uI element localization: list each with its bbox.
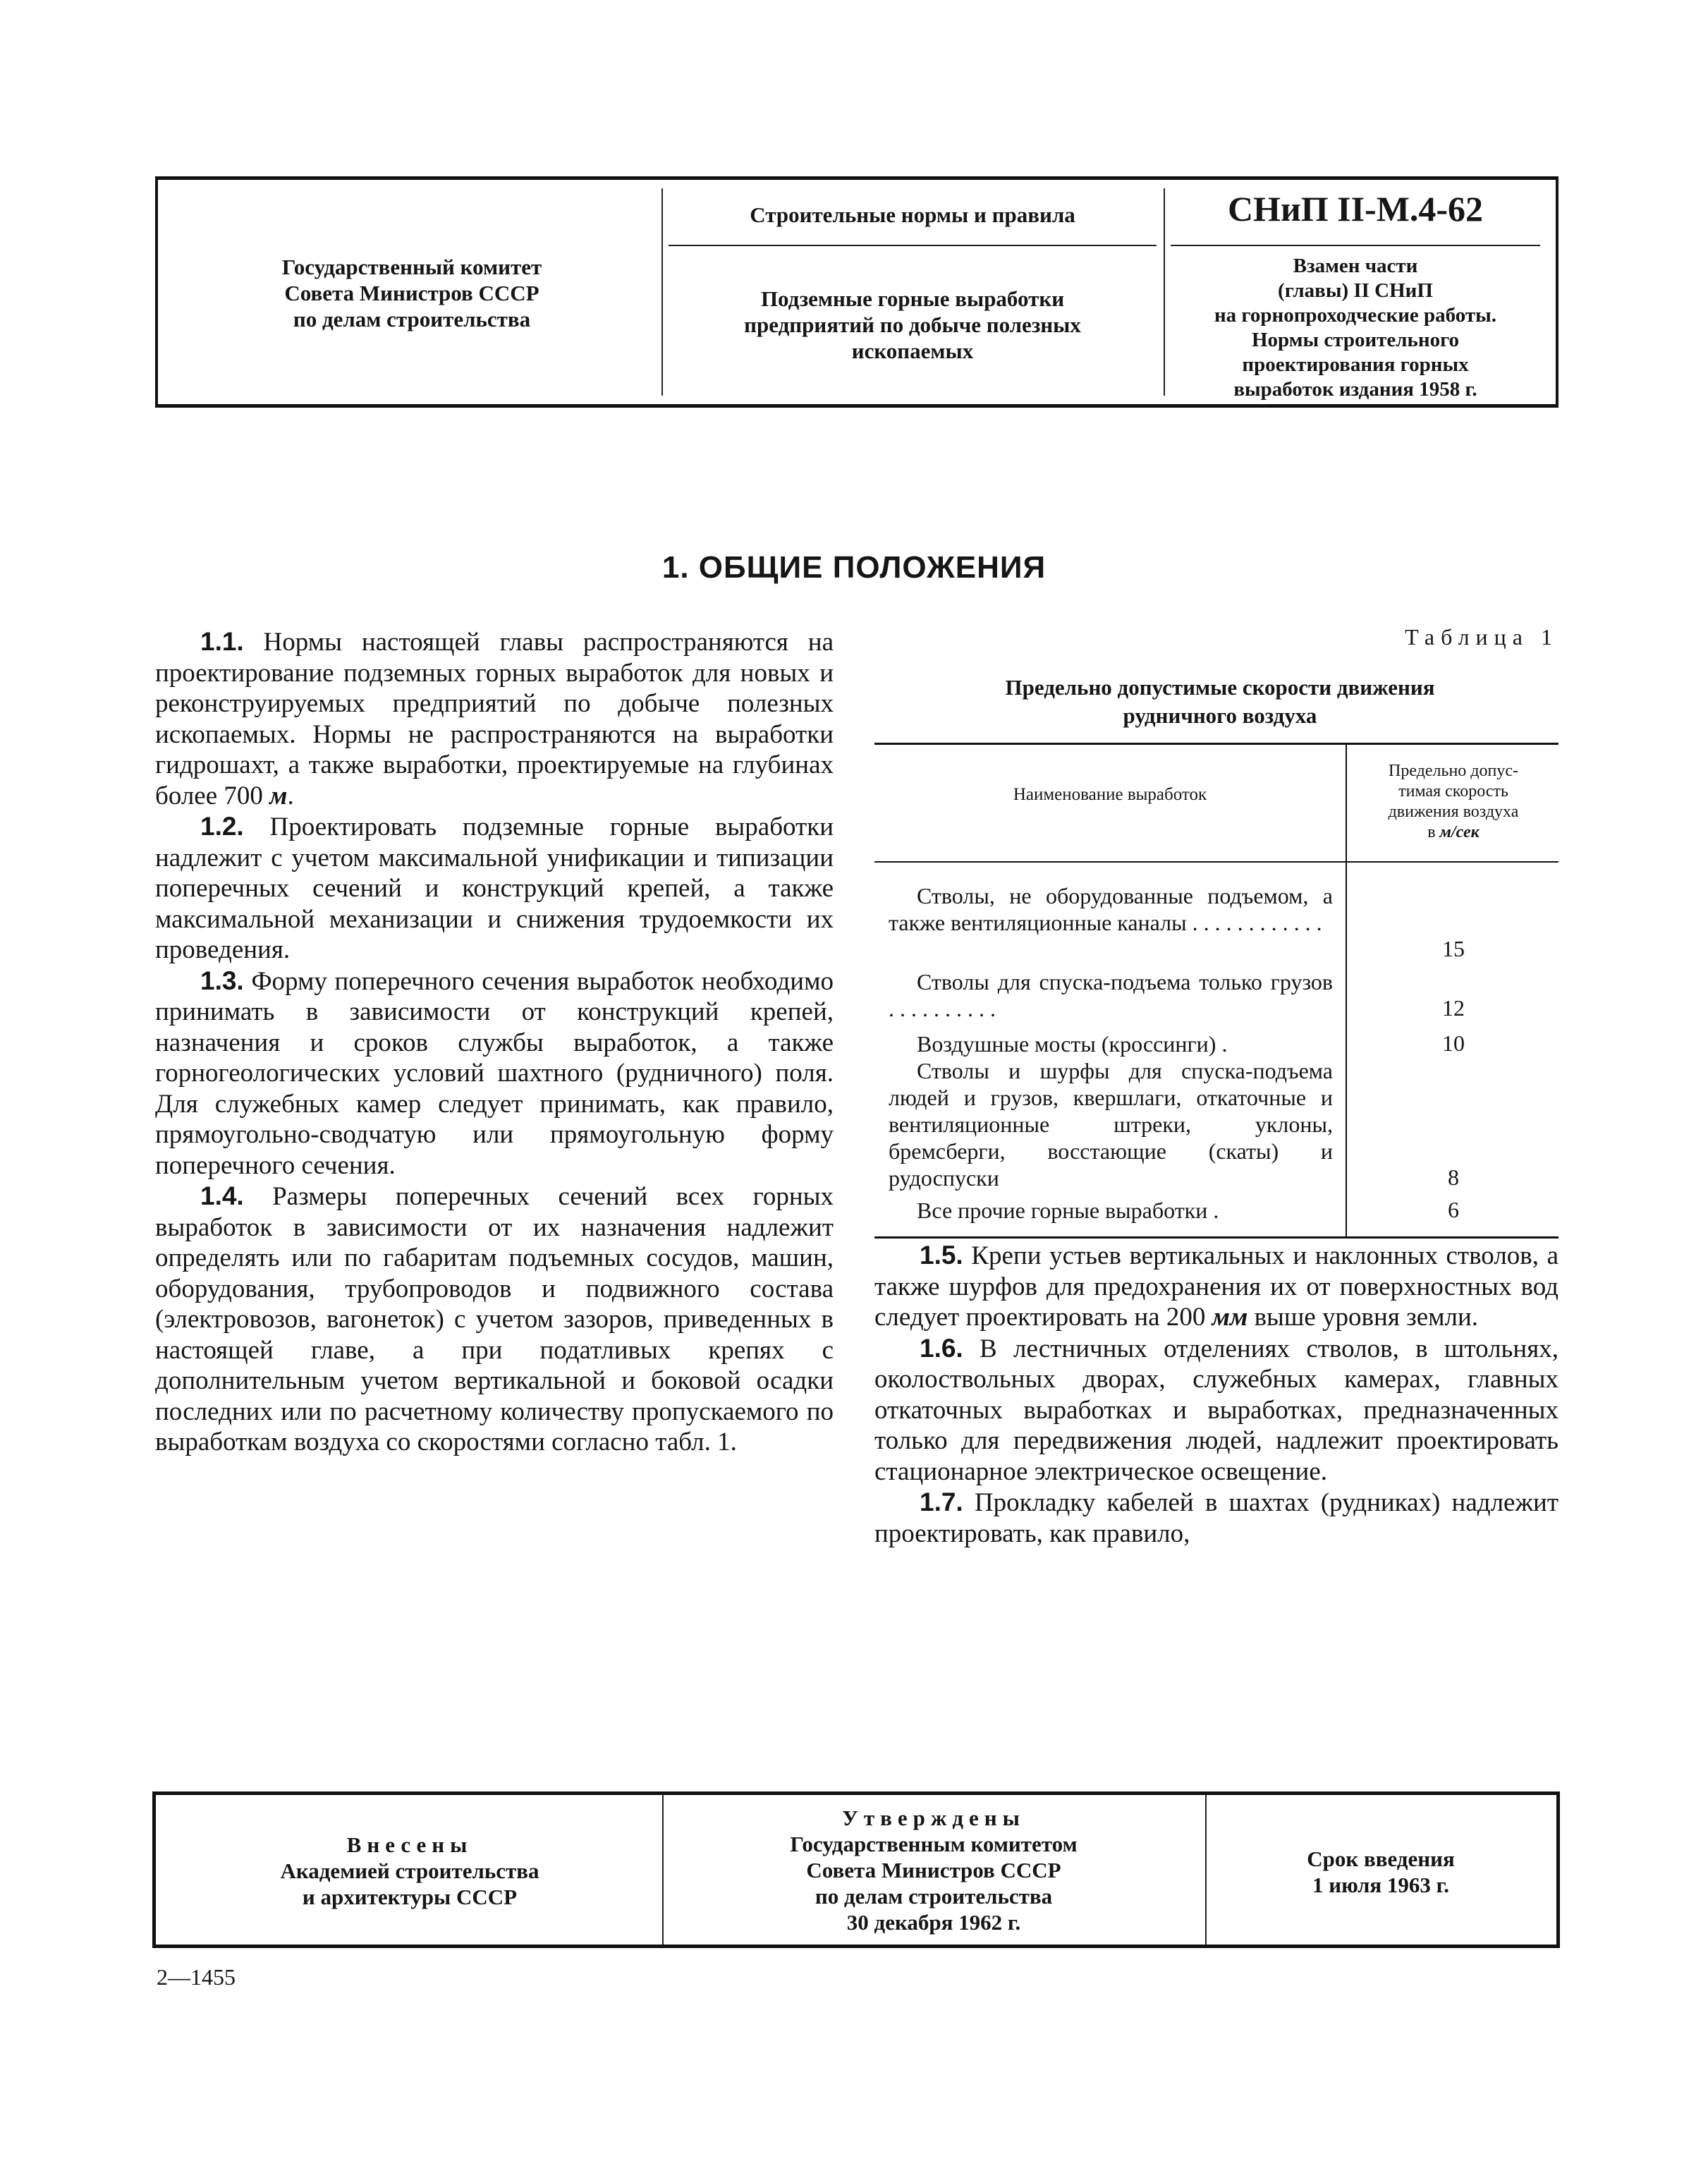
page-code: 2—1455 bbox=[157, 1964, 236, 1990]
effective-line: Срок введения bbox=[1307, 1846, 1455, 1871]
footer-divider bbox=[1205, 1795, 1207, 1945]
replaces-line: Нормы строительного bbox=[1251, 329, 1460, 351]
table-rule bbox=[874, 861, 1558, 863]
effective-line: 1 июля 1963 г. bbox=[1312, 1873, 1450, 1897]
table-title-line: рудничного воздуха bbox=[1123, 703, 1317, 728]
header-word: в bbox=[1427, 823, 1436, 841]
clause-tail: . bbox=[287, 781, 294, 810]
column-header-speed bbox=[1348, 761, 1558, 843]
clause-text: Нормы настоящей главы распространяются на проектирование подземных горных выработок для новых и реконструируемых предприятий по добыче полезных ископаемых. Нормы не распространяются на выработки гидрошахт, а также выработки, проектируемые на глубинах более 700 bbox=[155, 628, 834, 810]
replaces-line: проектирования горных bbox=[1242, 353, 1469, 376]
table-row-name bbox=[889, 882, 1333, 936]
approved-line: Государственным комитетом bbox=[790, 1832, 1078, 1856]
clause-text: Прокладку кабелей в шахтах (рудниках) надлежит проектировать, как правило, bbox=[874, 1488, 1558, 1548]
unit: м/сек bbox=[1439, 823, 1480, 841]
clause-tail: выше уровня земли. bbox=[1248, 1303, 1479, 1332]
clause-number: 1.3. bbox=[200, 966, 244, 995]
approved-line: по делам строительства bbox=[815, 1884, 1053, 1909]
introduced-by bbox=[163, 1832, 657, 1910]
table-rule bbox=[874, 1236, 1558, 1239]
footer-divider bbox=[662, 1795, 664, 1945]
speed-table bbox=[874, 743, 1558, 1236]
issuer bbox=[172, 254, 652, 332]
clause-text: Размеры поперечных сечений всех горных выработок в зависимости от их назначения надлежит определять или по габаритам подъемных сосудов, машин, оборудования, трубопроводов и подвижного состава (электровозов, вагонеток) с учетом зазоров, приведенных в настоящей главе, а при податливых крепях с дополнительным учетом вертикальной и боковой осадки последних или по расчетному количеству пропускаемого по выработкам воздуха со скоростями согласно табл. 1. bbox=[155, 1182, 834, 1456]
introduced-line: и архитектуры СССР bbox=[302, 1885, 518, 1909]
issuer-line: Совета Министров СССР bbox=[284, 281, 539, 305]
introduced-line: Академией строительства bbox=[280, 1858, 539, 1883]
doc-code: СНиП II-М.4-62 bbox=[1227, 189, 1484, 229]
right-column bbox=[874, 1240, 1558, 1549]
replaces-line: на горнопроходческие работы. bbox=[1214, 304, 1497, 327]
paragraph-1-4 bbox=[155, 1181, 834, 1458]
left-column bbox=[155, 626, 834, 1458]
subject-line: ископаемых bbox=[851, 339, 974, 363]
column-header-name: Наименование выработок bbox=[1013, 785, 1207, 804]
table-row-value: 8 bbox=[1448, 1164, 1459, 1190]
approved-line: Совета Министров СССР bbox=[806, 1858, 1061, 1882]
unit: мм bbox=[1212, 1303, 1248, 1332]
table-divider bbox=[1346, 743, 1347, 1236]
paragraph-1-5 bbox=[874, 1240, 1558, 1333]
header-rule bbox=[669, 245, 1157, 246]
table-row-name bbox=[889, 1030, 1333, 1057]
table-row-name bbox=[889, 1057, 1333, 1191]
table-rule bbox=[874, 743, 1558, 745]
replaces-line: Взамен части bbox=[1293, 255, 1418, 277]
subject-line: Подземные горные выработки bbox=[760, 286, 1065, 311]
header-rule bbox=[1171, 245, 1540, 246]
subject-line: предприятий по добыче полезных bbox=[744, 312, 1081, 337]
issuer-line: по делам строительства bbox=[293, 307, 531, 331]
table-row-value: 15 bbox=[1442, 936, 1465, 961]
table-row-value: 12 bbox=[1442, 995, 1465, 1021]
introduced-label: Внесены bbox=[346, 1832, 473, 1857]
row-text: Воздушные мосты (кроссинги) . bbox=[917, 1031, 1228, 1057]
replaces-note bbox=[1171, 254, 1540, 402]
paragraph-1-2 bbox=[155, 811, 834, 966]
paragraph-1-7 bbox=[874, 1487, 1558, 1549]
table-label: Таблица 1 bbox=[1405, 624, 1558, 650]
header-line: движения воздуха bbox=[1388, 803, 1519, 821]
approved-line: 30 декабря 1962 г. bbox=[846, 1910, 1021, 1935]
effective-date bbox=[1208, 1846, 1554, 1898]
issuer-line: Государственный комитет bbox=[281, 255, 542, 279]
table-title bbox=[917, 674, 1523, 730]
table-row-value: 10 bbox=[1442, 1030, 1465, 1056]
table-row-value: 6 bbox=[1448, 1197, 1459, 1222]
row-text: Стволы, не оборудованные подъемом, а также вентиляционные каналы . . . . . . . . . . . . bbox=[889, 883, 1333, 935]
row-text: Все прочие горные выработки . bbox=[917, 1198, 1219, 1223]
row-text: Стволы и шурфы для спуска-подъема людей и грузов, квершлаги, откаточные и вентиляционные штреки, уклоны, бремсберги, восстающие (скаты) и рудоспуски bbox=[889, 1058, 1333, 1191]
header-line: тимая скорость bbox=[1398, 782, 1508, 801]
doc-subject bbox=[669, 286, 1157, 364]
paragraph-1-6 bbox=[874, 1333, 1558, 1487]
clause-text: В лестничных отделениях стволов, в штольнях, околоствольных дворах, служебных камерах, главных откаточных выработках и выработках, предназначенных только для передвижения людей, надлежит проектировать стационарное электрическое освещение. bbox=[874, 1334, 1558, 1486]
unit: м bbox=[269, 781, 288, 810]
table-row-name bbox=[889, 1197, 1333, 1224]
header-divider bbox=[1164, 188, 1165, 396]
approved-by bbox=[665, 1805, 1202, 1935]
table-row-name bbox=[889, 968, 1333, 1022]
header-divider bbox=[661, 188, 663, 396]
table-title-line: Предельно допустимые скорости движения bbox=[1005, 675, 1435, 700]
footer-box bbox=[152, 1791, 1560, 1948]
header-box bbox=[155, 176, 1558, 408]
clause-number: 1.6. bbox=[920, 1333, 963, 1363]
clause-text: Форму поперечного сечения выработок необходимо принимать в зависимости от конструкций крепей, назначения и сроков службы выработок, а также горногеологических условий шахтного (рудничного) поля. Для служебных камер следует принимать, как правило, прямоугольно-сводчатую или прямоугольную форму поперечного сечения. bbox=[155, 966, 834, 1180]
header-line: Предельно допус- bbox=[1389, 762, 1518, 780]
replaces-line: (главы) II СНиП bbox=[1278, 279, 1433, 302]
clause-text: Проектировать подземные горные выработки надлежит с учетом максимальной унификации и типизации поперечных сечений и конструкций крепей, а также максимальной механизации и снижения трудоемкости их проведения. bbox=[155, 813, 834, 964]
clause-number: 1.1. bbox=[200, 627, 244, 656]
doc-type: Строительные нормы и правила bbox=[750, 202, 1075, 227]
paragraph-1-3 bbox=[155, 966, 834, 1181]
clause-text: Крепи устьев вертикальных и наклонных стволов, а также шурфов для предохранения их от поверхностных вод следует проектировать на 200 bbox=[874, 1241, 1558, 1332]
clause-number: 1.7. bbox=[920, 1487, 963, 1516]
replaces-line: выработок издания 1958 г. bbox=[1233, 378, 1477, 401]
section-title: 1. ОБЩИЕ ПОЛОЖЕНИЯ bbox=[661, 550, 1047, 585]
clause-number: 1.4. bbox=[200, 1181, 244, 1210]
clause-number: 1.5. bbox=[920, 1241, 963, 1270]
clause-number: 1.2. bbox=[200, 812, 244, 841]
row-text: Стволы для спуска-подъема только грузов . . . . . . . . . . bbox=[889, 969, 1333, 1021]
paragraph-1-1 bbox=[155, 626, 834, 811]
approved-label: Утверждены bbox=[842, 1806, 1025, 1830]
header-line bbox=[1348, 822, 1558, 843]
